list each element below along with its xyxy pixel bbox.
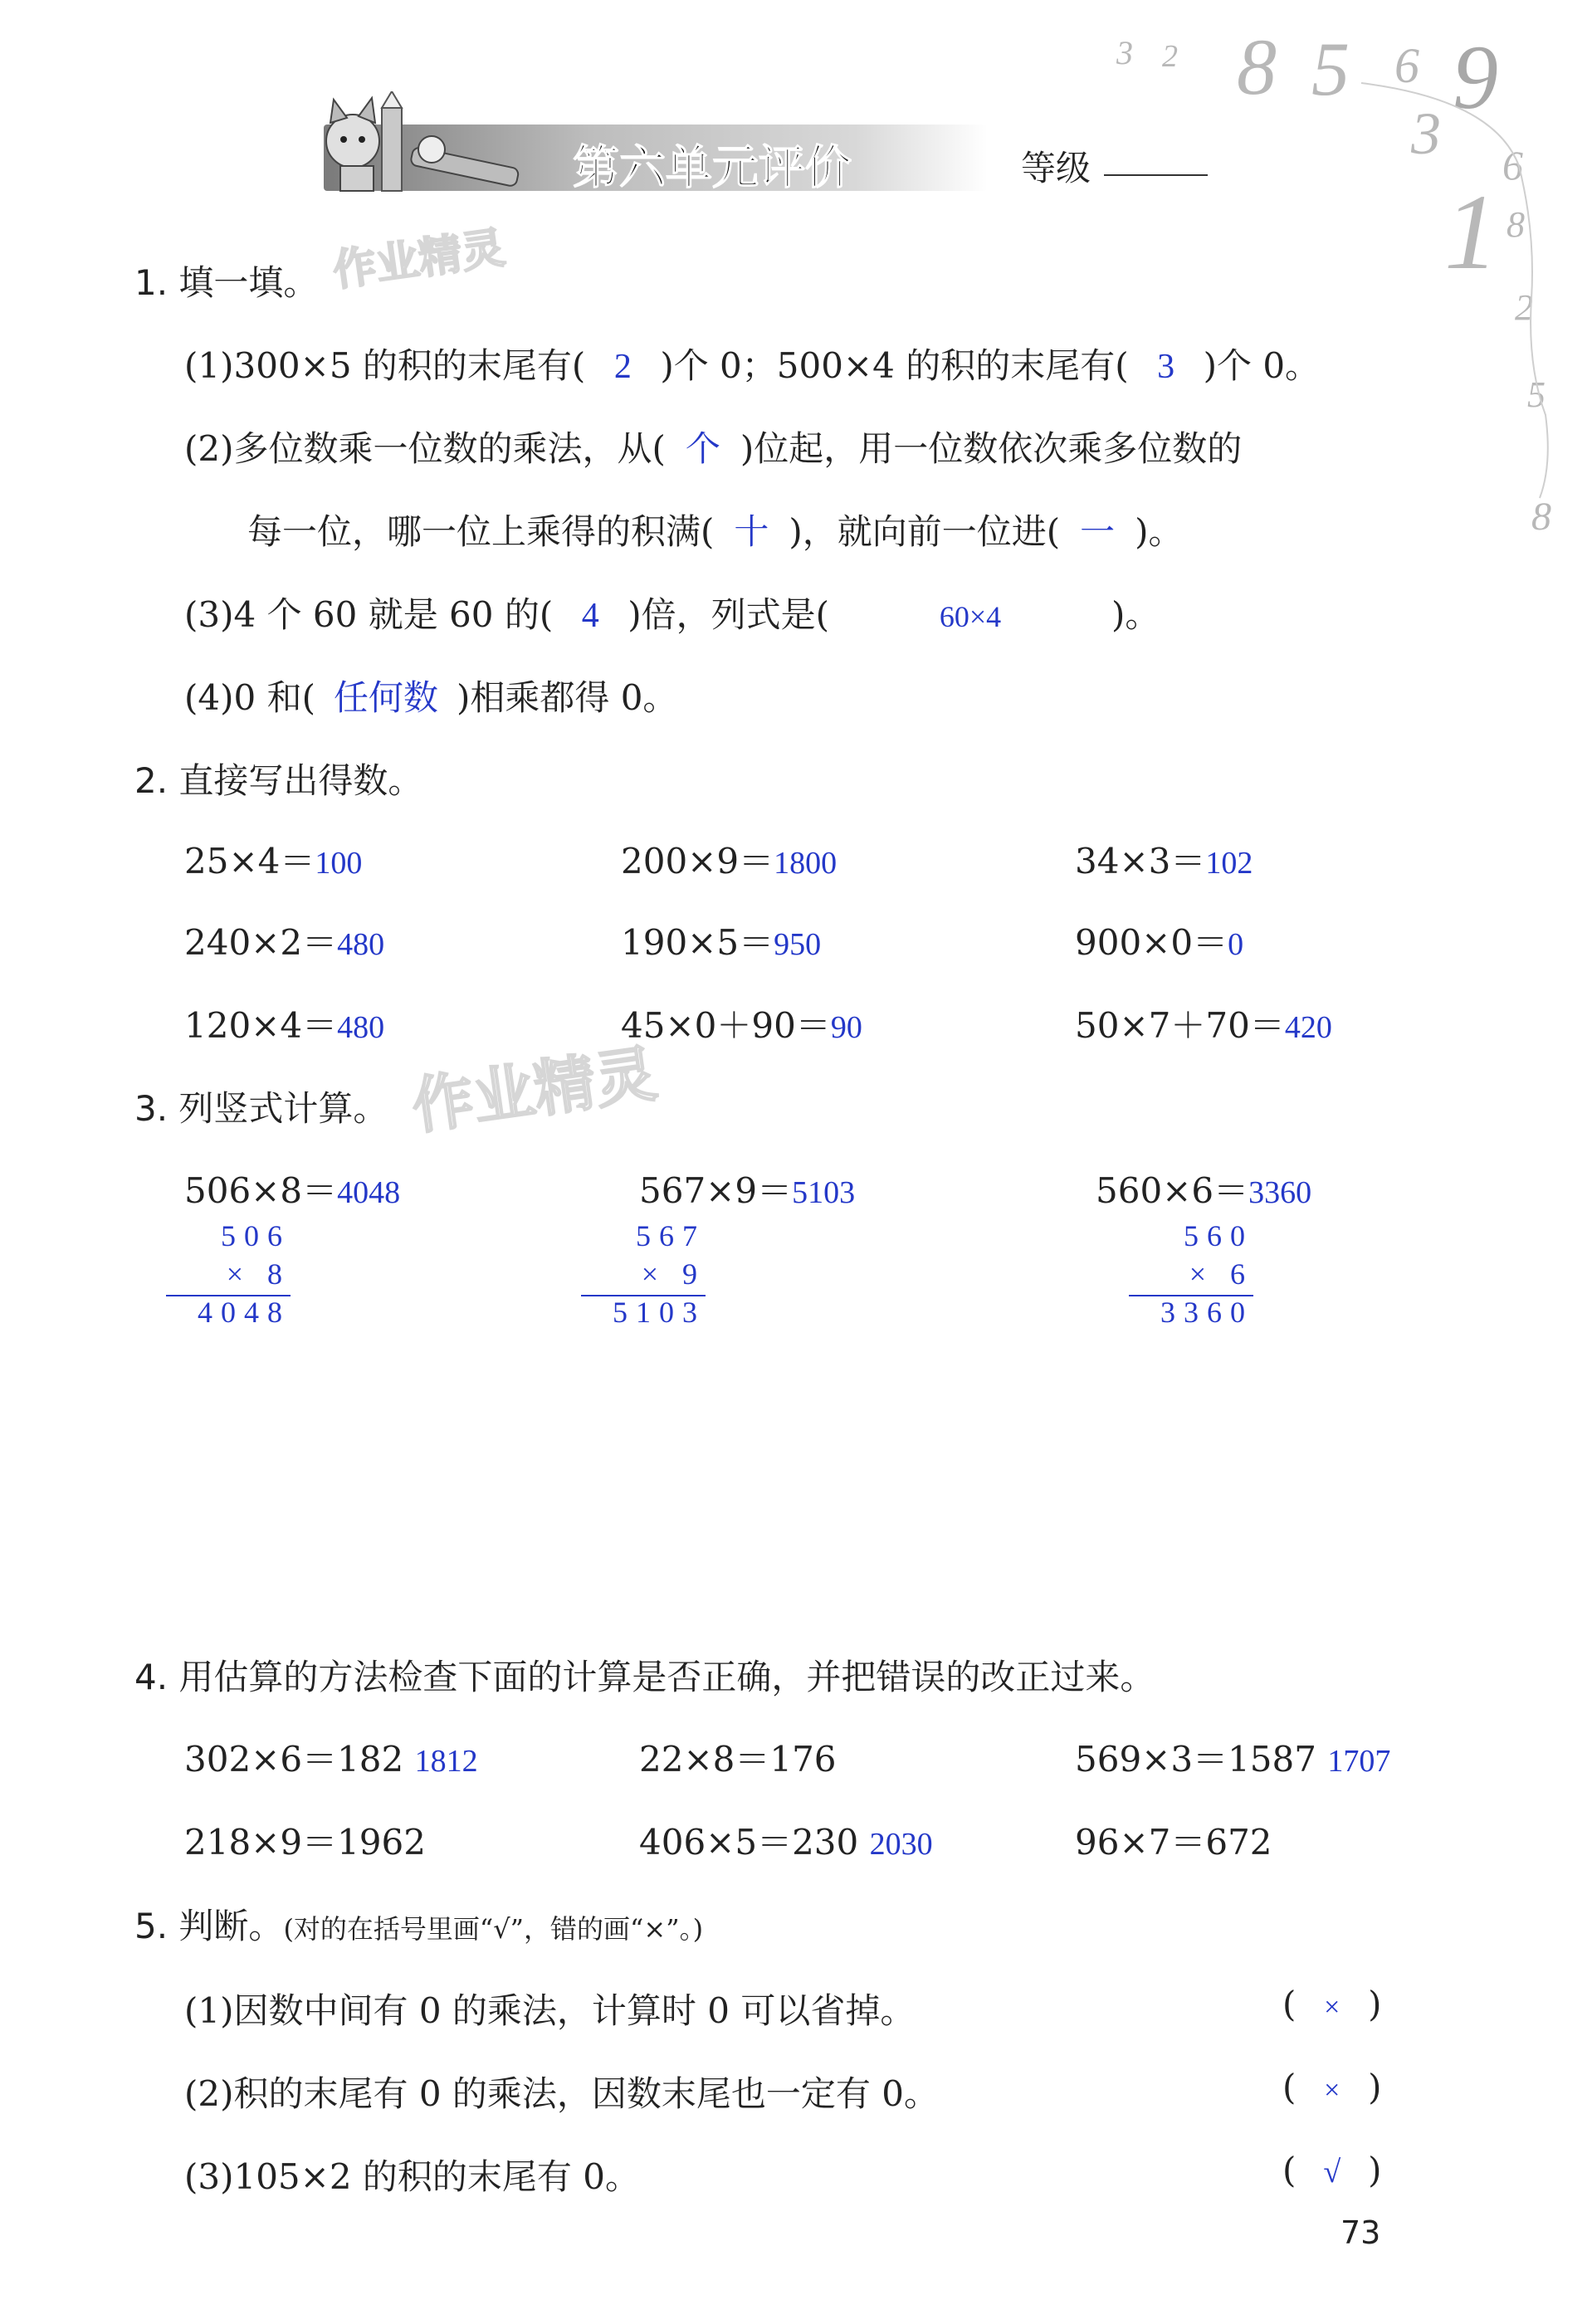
q1-text: (4)0 和( [184, 677, 315, 718]
q1-text: )，就向前一位进( [789, 511, 1061, 552]
deco-number: 2 [1515, 287, 1533, 328]
calc-result: 3360 [1160, 1296, 1253, 1329]
judge-bracket: ( × ) [1282, 2067, 1382, 2107]
answer: 3360 [1248, 1175, 1312, 1210]
answer-blank: 2 [613, 348, 632, 386]
equation: 560×6＝ [1096, 1170, 1249, 1211]
q3-equation [184, 1164, 400, 1213]
q3-equation [1096, 1164, 1311, 1213]
equation: 302×6＝182 [184, 1739, 404, 1780]
q1-text: )个 0。 [1203, 345, 1321, 386]
deco-swirl [1328, 50, 1577, 515]
calc-multiplier: × 8 [226, 1257, 291, 1291]
answer-blank: 3 [1157, 348, 1175, 386]
equation: 96×7＝672 [1075, 1822, 1272, 1863]
calc-result: 4048 [198, 1296, 291, 1329]
answer: 90 [830, 1010, 862, 1045]
q1-text: )个 0；500×4 的积的末尾有( [660, 345, 1129, 386]
judge-bracket: ( × ) [1282, 1984, 1382, 2024]
q2-cell [1075, 834, 1253, 884]
answer: 420 [1284, 1010, 1332, 1045]
correction: 1812 [414, 1744, 478, 1779]
equation: 200×9＝ [621, 841, 774, 881]
answer-blank: 个 [685, 431, 720, 469]
q1-text: 每一位，哪一位上乘得的积满( [247, 511, 715, 552]
equation: 567×9＝ [639, 1170, 793, 1211]
judge-mark: × [1324, 1992, 1341, 2023]
deco-number: 8 [1531, 495, 1551, 539]
answer: 950 [774, 927, 822, 962]
q1-text: )。 [1111, 594, 1160, 635]
deco-number: 5 [1311, 27, 1350, 111]
equation: 22×8＝176 [639, 1739, 837, 1780]
equation: 506×8＝ [184, 1170, 338, 1211]
q4-cell [639, 1732, 837, 1782]
answer: 480 [337, 927, 385, 962]
q3-equation [639, 1164, 855, 1213]
equation: 50×7＋70＝ [1075, 1005, 1285, 1046]
deco-number: 9 [1453, 27, 1498, 128]
cat-mascot-icon [315, 91, 523, 199]
q5-title: 5. 判断。 [134, 1906, 284, 1946]
correction: 1707 [1327, 1744, 1391, 1779]
grade-blank [1104, 174, 1208, 176]
q4-cell [1075, 1815, 1272, 1865]
grade-label: 等级 [1021, 148, 1091, 188]
equation: 34×3＝ [1075, 841, 1206, 881]
equation: 218×9＝1962 [184, 1822, 426, 1863]
q1-item-2-cont [247, 505, 1184, 554]
answer-blank: 任何数 [333, 680, 438, 718]
equation: 25×4＝ [184, 841, 315, 881]
q5-statement: (2)积的末尾有 0 的乘法，因数末尾也一定有 0。 [184, 2073, 939, 2114]
deco-number: 6 [1394, 38, 1419, 93]
answer: 480 [337, 1010, 385, 1045]
q1-text: (1)300×5 的积的末尾有( [184, 345, 586, 386]
equation: 190×5＝ [621, 922, 774, 963]
section-title-q3: 3. 列竖式计算。 [134, 1088, 388, 1129]
equation: 240×2＝ [184, 922, 338, 963]
page-number: 73 [1341, 2214, 1381, 2251]
calc-top: 560 [1184, 1219, 1253, 1252]
deco-number: 6 [1502, 142, 1523, 188]
answer-blank: 4 [581, 597, 599, 635]
q2-cell [184, 915, 384, 965]
q5-note: (对的在括号里画“√”，错的画“×”。) [283, 1913, 704, 1945]
q1-item-2 [184, 422, 1242, 471]
deco-number: 1 [1444, 173, 1498, 292]
q1-text: (3)4 个 60 就是 60 的( [184, 594, 554, 635]
watermark: 作业精灵 [330, 222, 508, 297]
deco-number: 3 [1116, 34, 1133, 71]
q4-cell [1075, 1732, 1390, 1782]
answer: 4048 [337, 1175, 401, 1210]
q4-cell [184, 1815, 426, 1865]
watermark: 作业精灵 [408, 1038, 662, 1144]
answer: 5103 [792, 1175, 856, 1210]
answer: 102 [1205, 846, 1253, 881]
deco-number: 3 [1411, 100, 1441, 167]
judge-mark: × [1324, 2075, 1341, 2106]
q2-cell [1075, 998, 1332, 1048]
judge-mark: √ [1323, 2155, 1341, 2190]
q4-cell [184, 1732, 478, 1782]
answer-blank: 十 [734, 514, 769, 552]
q2-cell [184, 834, 362, 884]
q5-statement: (1)因数中间有 0 的乘法，计算时 0 可以省掉。 [184, 1990, 916, 2031]
q2-cell [1075, 915, 1243, 965]
q1-text: )相乘都得 0。 [456, 677, 678, 718]
correction: 2030 [869, 1827, 933, 1862]
q1-text: )倍，列式是( [628, 594, 830, 635]
q2-cell [184, 998, 384, 1048]
equation: 569×3＝1587 [1075, 1739, 1316, 1780]
answer: 1800 [774, 846, 838, 881]
calc-multiplier: × 9 [641, 1257, 706, 1291]
deco-number: 2 [1162, 39, 1178, 74]
q2-cell [621, 915, 821, 965]
q1-text: )。 [1135, 511, 1184, 552]
q5-statement: (3)105×2 的积的末尾有 0。 [184, 2156, 640, 2197]
equation: 406×5＝230 [639, 1822, 859, 1863]
equation: 900×0＝ [1075, 922, 1228, 963]
section-title-q1: 1. 填一填。 [134, 262, 319, 303]
q1-text: (2)多位数乘一位数的乘法，从( [184, 428, 666, 469]
q2-cell [621, 998, 862, 1048]
calc-result: 5103 [613, 1296, 706, 1329]
q1-item-1 [184, 339, 1320, 388]
deco-number: 8 [1237, 22, 1277, 111]
section-title-q5 [134, 1899, 703, 1949]
section-title-q4: 4. 用估算的方法检查下面的计算是否正确，并把错误的改正过来。 [134, 1657, 1155, 1697]
calc-top: 567 [636, 1219, 706, 1252]
judge-bracket: ( √ ) [1282, 2150, 1382, 2190]
equation: 45×0＋90＝ [621, 1005, 831, 1046]
q4-cell [639, 1815, 933, 1865]
answer: 0 [1228, 927, 1244, 962]
q1-item-4 [184, 671, 677, 720]
deco-number: 5 [1527, 374, 1546, 415]
page-title: 第六单元评价 [573, 141, 852, 195]
calc-multiplier: × 6 [1189, 1257, 1253, 1291]
calc-top: 506 [221, 1219, 291, 1252]
answer: 100 [315, 846, 363, 881]
answer-blank: 60×4 [939, 600, 1002, 633]
q2-cell [621, 834, 837, 884]
q1-text: )位起，用一位数依次乘多位数的 [740, 428, 1243, 469]
equation: 120×4＝ [184, 1005, 338, 1046]
q1-item-3 [184, 588, 1160, 637]
answer-blank: 一 [1080, 514, 1116, 552]
deco-number: 8 [1507, 204, 1525, 245]
section-title-q2: 2. 直接写出得数。 [134, 760, 423, 801]
